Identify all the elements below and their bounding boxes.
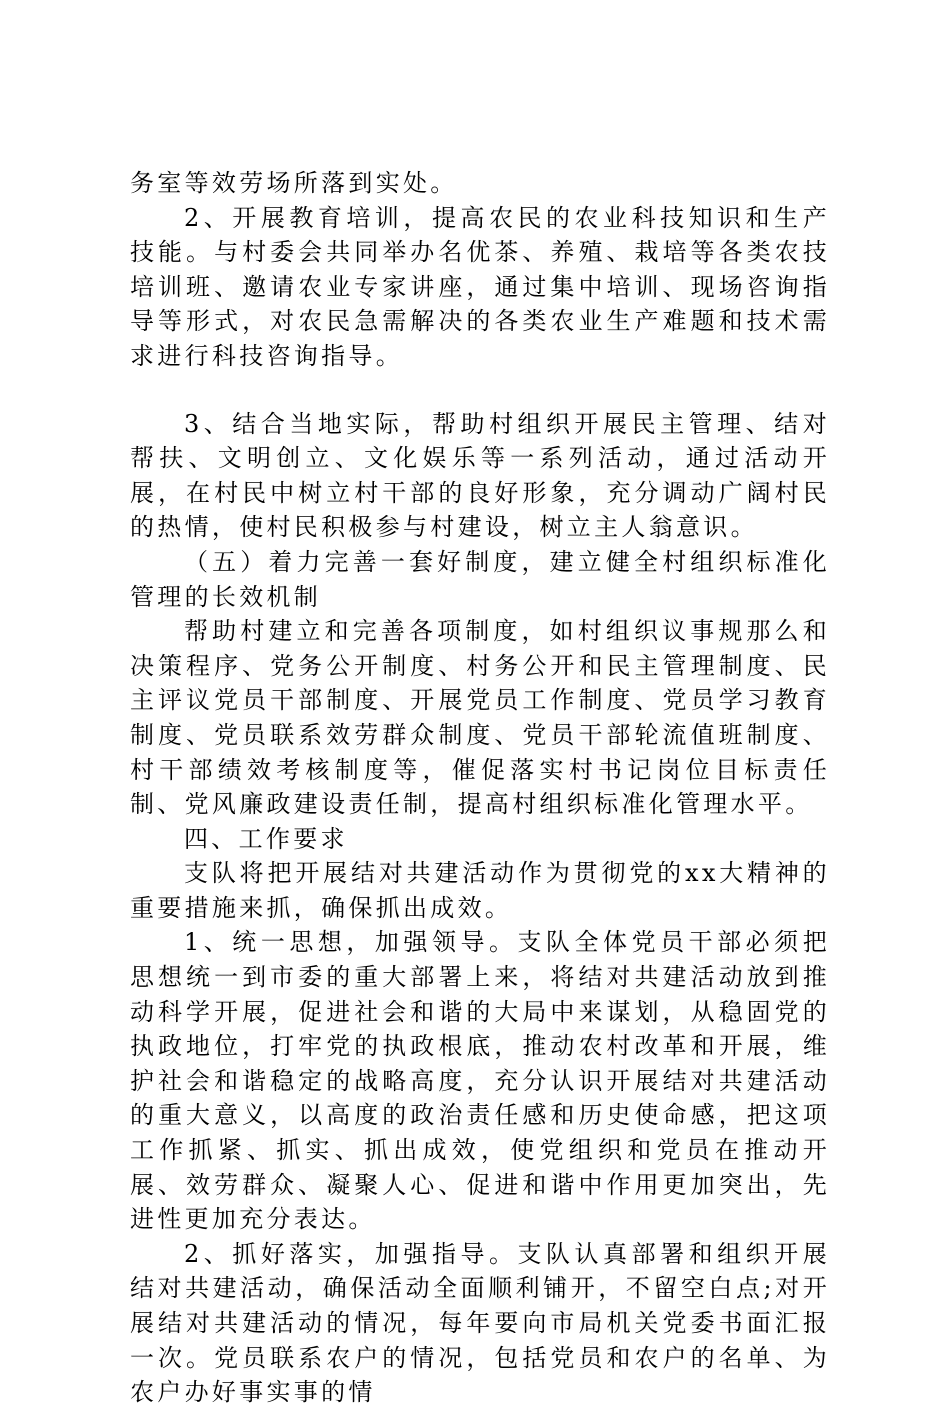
- paragraph-item-2: 2、开展教育培训，提高农民的农业科技知识和生产技能。与村委会共同举办名优茶、养殖、栽培等各类农技培训班、邀请农业专家讲座，通过集中培训、现场咨询指导等形式，对农民急需解决的各类农业生产难题和技术需求进行科技咨询指导。: [130, 203, 830, 370]
- paragraph-requirement-2: 2、抓好落实，加强指导。支队认真部署和组织开展结对共建活动，确保活动全面顺利铺开，不留空白点;对开展结对共建活动的情况，每年要向市局机关党委书面汇报一次。党员联系农户的情况，包括党员和农户的名单、为农户办好事实事的情: [130, 1239, 830, 1407]
- paragraph-continuation: 务室等效劳场所落到实处。: [130, 169, 458, 197]
- document-body: [130, 166, 830, 1410]
- section-heading-work-requirements: 四、工作要求: [184, 824, 348, 853]
- paragraph-rules: 帮助村建立和完善各项制度，如村组织议事规那么和决策程序、党务公开制度、村务公开和民主管理制度、民主评议党员干部制度、开展党员工作制度、党员学习教育制度、党员联系效劳群众制度、党员干部轮流值班制度、村干部绩效考核制度等，催促落实村书记岗位目标责任制、党风廉政建设责任制，提高村组织标准化管理水平。: [130, 617, 830, 819]
- section-heading-5: （五）着力完善一套好制度，建立健全村组织标准化管理的长效机制: [130, 547, 830, 611]
- paragraph-intro: 支队将把开展结对共建活动作为贯彻党的xx大精神的重要措施来抓，确保抓出成效。: [130, 859, 830, 922]
- paragraph-item-3: 3、结合当地实际，帮助村组织开展民主管理、结对帮扶、文明创立、文化娱乐等一系列活动，通过活动开展，在村民中树立村干部的良好形象，充分调动广阔村民的热情，使村民积极参与村建设，树立主人翁意识。: [130, 409, 830, 542]
- paragraph-requirement-1: 1、统一思想，加强领导。支队全体党员干部必须把思想统一到市委的重大部署上来，将结对共建活动放到推动科学开展，促进社会和谐的大局中来谋划，从稳固党的执政地位，打牢党的执政根底，推动农村改革和开展，维护社会和谐稳定的战略高度，充分认识开展结对共建活动的重大意义，以高度的政治责任感和历史使命感，把这项工作抓紧、抓实、抓出成效，使党组织和党员在推动开展、效劳群众、凝聚人心、促进和谐中作用更加突出，先进性更加充分表达。: [130, 928, 830, 1234]
